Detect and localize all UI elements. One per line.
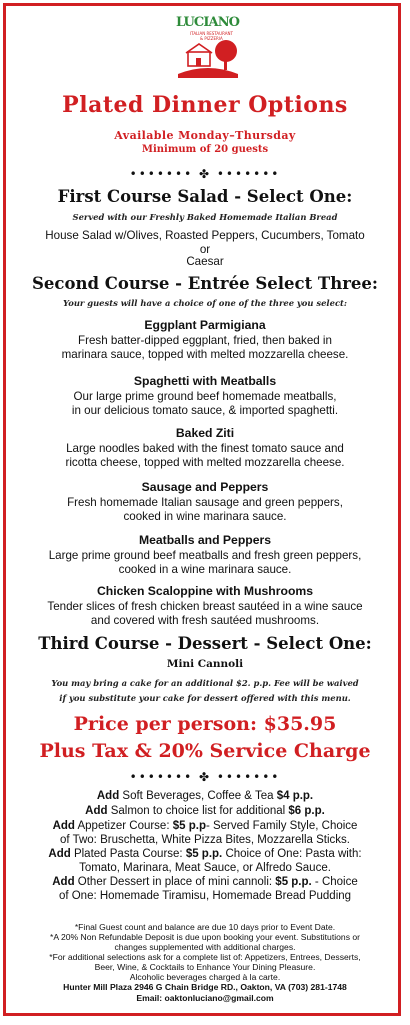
- entree-desc: marinara sauce, topped with melted mozzarella cheese.: [61, 348, 349, 361]
- addon-pasta-choices: Tomato, Marinara, Meat Sauce, or Alfredo Sauce.: [79, 862, 331, 874]
- add-word: Add: [52, 820, 75, 832]
- first-course-line-2: or: [199, 243, 211, 256]
- addon-price: $5 p.p.: [185, 848, 223, 860]
- entree-desc: Tender slices of fresh chicken breast sautéed in a wine sauce: [47, 600, 363, 613]
- address: Hunter Mill Plaza 2946 G Chain Bridge RD., Oakton, VA (703) 281-1748: [63, 982, 347, 992]
- addon-appetizer-choices: of Two: Bruschetta, White Pizza Bites, Mozzarella Sticks.: [60, 834, 350, 846]
- fine-print-line: Alcoholic beverages charged à la carte.: [129, 972, 281, 982]
- addon-text: Soft Beverages, Coffee & Tea: [119, 790, 277, 802]
- entree-desc: cooked in wine marinara sauce.: [123, 510, 287, 523]
- fine-print-line: *For additional selections ask for a complete list of: Appetizers, Entrees, Desserts,: [49, 952, 361, 962]
- addon-beverages: [0, 789, 410, 804]
- fine-print-line: *A 20% Non Refundable Deposit is due upon booking your event. Substitutions or: [49, 932, 361, 942]
- first-course-note: Served with our Freshly Baked Homemade Italian Bread: [72, 212, 338, 222]
- first-course-line-3: Caesar: [186, 255, 224, 268]
- page-title: Plated Dinner Options: [62, 92, 348, 118]
- addon-text: Appetizer Course:: [74, 820, 173, 832]
- divider-top: ••••••• ✤ •••••••: [129, 167, 281, 181]
- fine-print-line: changes supplemented with additional charges.: [114, 942, 296, 952]
- logo-tagline-2: & PIZZERIA: [200, 36, 223, 41]
- entree-name: Spaghetti with Meatballs: [133, 374, 277, 388]
- second-course-note: Your guests will have a choice of one of the three you select:: [62, 298, 348, 308]
- minimum-guests: Minimum of 20 guests: [141, 144, 269, 155]
- entree-name: Sausage and Peppers: [141, 480, 269, 494]
- entree-desc: ricotta cheese, topped with melted mozzarella cheese.: [65, 456, 345, 469]
- addon-dessert-choices: of One: Homemade Tiramisu, Homemade Bread Pudding: [58, 890, 352, 902]
- cake-note-line-1: You may bring a cake for an additional $2. p.p. Fee will be waived: [51, 678, 359, 688]
- entree-desc: Fresh homemade Italian sausage and green peppers,: [67, 496, 343, 509]
- addon-text: - Served Family Style, Choice: [205, 820, 358, 832]
- entree-name: Eggplant Parmigiana: [144, 318, 266, 332]
- add-word: Add: [52, 876, 75, 888]
- addon-text: Plated Pasta Course:: [70, 848, 186, 860]
- entree-desc: and covered with fresh sautéed mushrooms.: [90, 614, 320, 627]
- entree-desc: Large prime ground beef meatballs and fresh green peppers,: [48, 549, 362, 562]
- cake-note-line-2: if you substitute your cake for dessert offered with this menu.: [59, 693, 351, 703]
- addon-text: Other Dessert in place of mini cannoli:: [74, 876, 276, 888]
- add-word: Add: [85, 805, 108, 817]
- entree-desc: Large noodles baked with the finest tomato sauce and: [66, 442, 344, 455]
- price-per-person: Price per person: $35.95: [73, 713, 337, 735]
- addon-text: Salmon to choice list for additional: [107, 805, 289, 817]
- addon-price: $5 p.p.: [275, 876, 312, 888]
- add-word: Add: [96, 790, 120, 802]
- entree-desc: in our delicious tomato sauce, & imported spaghetti.: [71, 404, 339, 417]
- fine-print-line: *Final Guest count and balance are due 10 days prior to Event Date.: [74, 922, 336, 932]
- entree-name: Chicken Scaloppine with Mushrooms: [96, 584, 314, 598]
- availability: Available Monday–Thursday: [114, 129, 296, 142]
- fine-print-line: Beer, Wine, & Cocktails to Enhance Your Dining Pleasure.: [94, 962, 316, 972]
- addon-price: $4 p.p.: [276, 790, 314, 802]
- addon-text: Choice of One: Pasta with:: [222, 848, 362, 860]
- first-course-line-1: House Salad w/Olives, Roasted Peppers, Cucumbers, Tomato: [45, 229, 365, 242]
- entree-name: Baked Ziti: [175, 426, 235, 440]
- addon-pasta: [0, 847, 410, 862]
- dessert-item: Mini Cannoli: [166, 658, 244, 670]
- luciano-logo: [166, 6, 250, 82]
- logo-tagline-1: ITALIAN RESTAURANT: [190, 31, 233, 36]
- addon-appetizer: [0, 819, 410, 834]
- divider-bottom: ••••••• ✤ •••••••: [129, 770, 281, 784]
- addon-dessert: [0, 875, 410, 890]
- add-word: Add: [48, 848, 71, 860]
- entree-name: Meatballs and Peppers: [138, 533, 272, 547]
- entree-desc: Our large prime ground beef homemade meatballs,: [73, 390, 337, 403]
- entree-desc: Fresh batter-dipped eggplant, fried, then baked in: [78, 334, 332, 347]
- third-course-heading: Third Course - Dessert - Select One:: [38, 634, 372, 653]
- email: Email: oaktonluciano@gmail.com: [136, 993, 274, 1003]
- addon-text: - Choice: [311, 876, 358, 888]
- tax-and-service-charge: Plus Tax & 20% Service Charge: [39, 740, 371, 762]
- addon-price: $5 p.p: [172, 820, 206, 832]
- second-course-heading: Second Course - Entrée Select Three:: [32, 274, 378, 293]
- entree-desc: cooked in a wine marinara sauce.: [118, 563, 292, 576]
- logo-name: LUCIANO: [176, 15, 240, 30]
- addon-salmon: [0, 804, 410, 819]
- addon-price: $6 p.p.: [288, 805, 325, 817]
- first-course-heading: First Course Salad - Select One:: [57, 187, 353, 206]
